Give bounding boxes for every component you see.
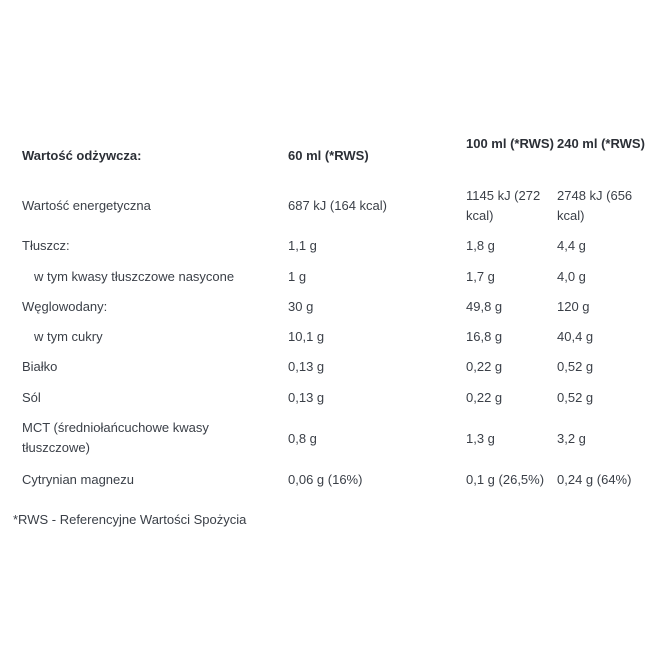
value-100ml: 49,8 g <box>466 299 503 314</box>
value-240ml: 4,4 g <box>557 238 586 253</box>
value-60ml: 687 kJ (164 kcal) <box>288 198 387 213</box>
header-nutrition-value: Wartość odżywcza: <box>22 148 142 163</box>
value-100ml: 1,8 g <box>466 238 495 253</box>
table-row <box>22 418 642 460</box>
value-240ml: 2748 kJ (656 kcal) <box>557 188 633 223</box>
table-row <box>22 236 642 256</box>
value-240ml: 40,4 g <box>557 329 594 344</box>
value-100ml: 0,22 g <box>466 390 503 405</box>
value-60ml: 30 g <box>288 299 314 314</box>
table-row <box>22 297 642 317</box>
row-label: Sól <box>22 390 41 405</box>
table-row <box>22 357 642 377</box>
footnote: *RWS - Referencyjne Wartości Spożycia <box>13 512 247 527</box>
row-label: Wartość energetyczna <box>22 198 151 213</box>
value-100ml: 1,3 g <box>466 431 495 446</box>
row-label: MCT (średniołańcuchowe kwasy tłuszczowe) <box>22 420 209 455</box>
value-60ml: 1 g <box>288 269 307 284</box>
value-100ml: 1,7 g <box>466 269 495 284</box>
row-label: Cytrynian magnezu <box>22 472 134 487</box>
row-label: w tym cukry <box>34 329 103 344</box>
table-header-row <box>22 134 645 178</box>
row-label: w tym kwasy tłuszczowe nasycone <box>34 269 235 284</box>
table-row <box>22 267 642 287</box>
value-240ml: 3,2 g <box>557 431 586 446</box>
value-240ml: 0,24 g (64%) <box>557 472 632 487</box>
value-240ml: 120 g <box>557 299 590 314</box>
table-row <box>22 186 642 226</box>
header-60ml: 60 ml (*RWS) <box>288 148 369 163</box>
value-60ml: 0,13 g <box>288 359 325 374</box>
header-240ml: 240 ml (*RWS) <box>557 136 645 151</box>
table-row <box>22 388 642 408</box>
value-100ml: 16,8 g <box>466 329 503 344</box>
value-240ml: 0,52 g <box>557 390 594 405</box>
value-240ml: 0,52 g <box>557 359 594 374</box>
table-row <box>22 470 642 490</box>
table-row <box>22 327 642 347</box>
value-100ml: 0,1 g (26,5%) <box>466 472 545 487</box>
value-60ml: 10,1 g <box>288 329 325 344</box>
row-label: Tłuszcz: <box>22 238 70 253</box>
value-240ml: 4,0 g <box>557 269 586 284</box>
row-label: Węglowodany: <box>22 299 108 314</box>
header-100ml: 100 ml (*RWS) <box>466 136 554 151</box>
value-60ml: 0,06 g (16%) <box>288 472 363 487</box>
value-100ml: 1145 kJ (272 kcal) <box>466 188 541 223</box>
value-60ml: 0,13 g <box>288 390 325 405</box>
value-60ml: 0,8 g <box>288 431 317 446</box>
row-label: Białko <box>22 359 58 374</box>
value-100ml: 0,22 g <box>466 359 503 374</box>
value-60ml: 1,1 g <box>288 238 317 253</box>
